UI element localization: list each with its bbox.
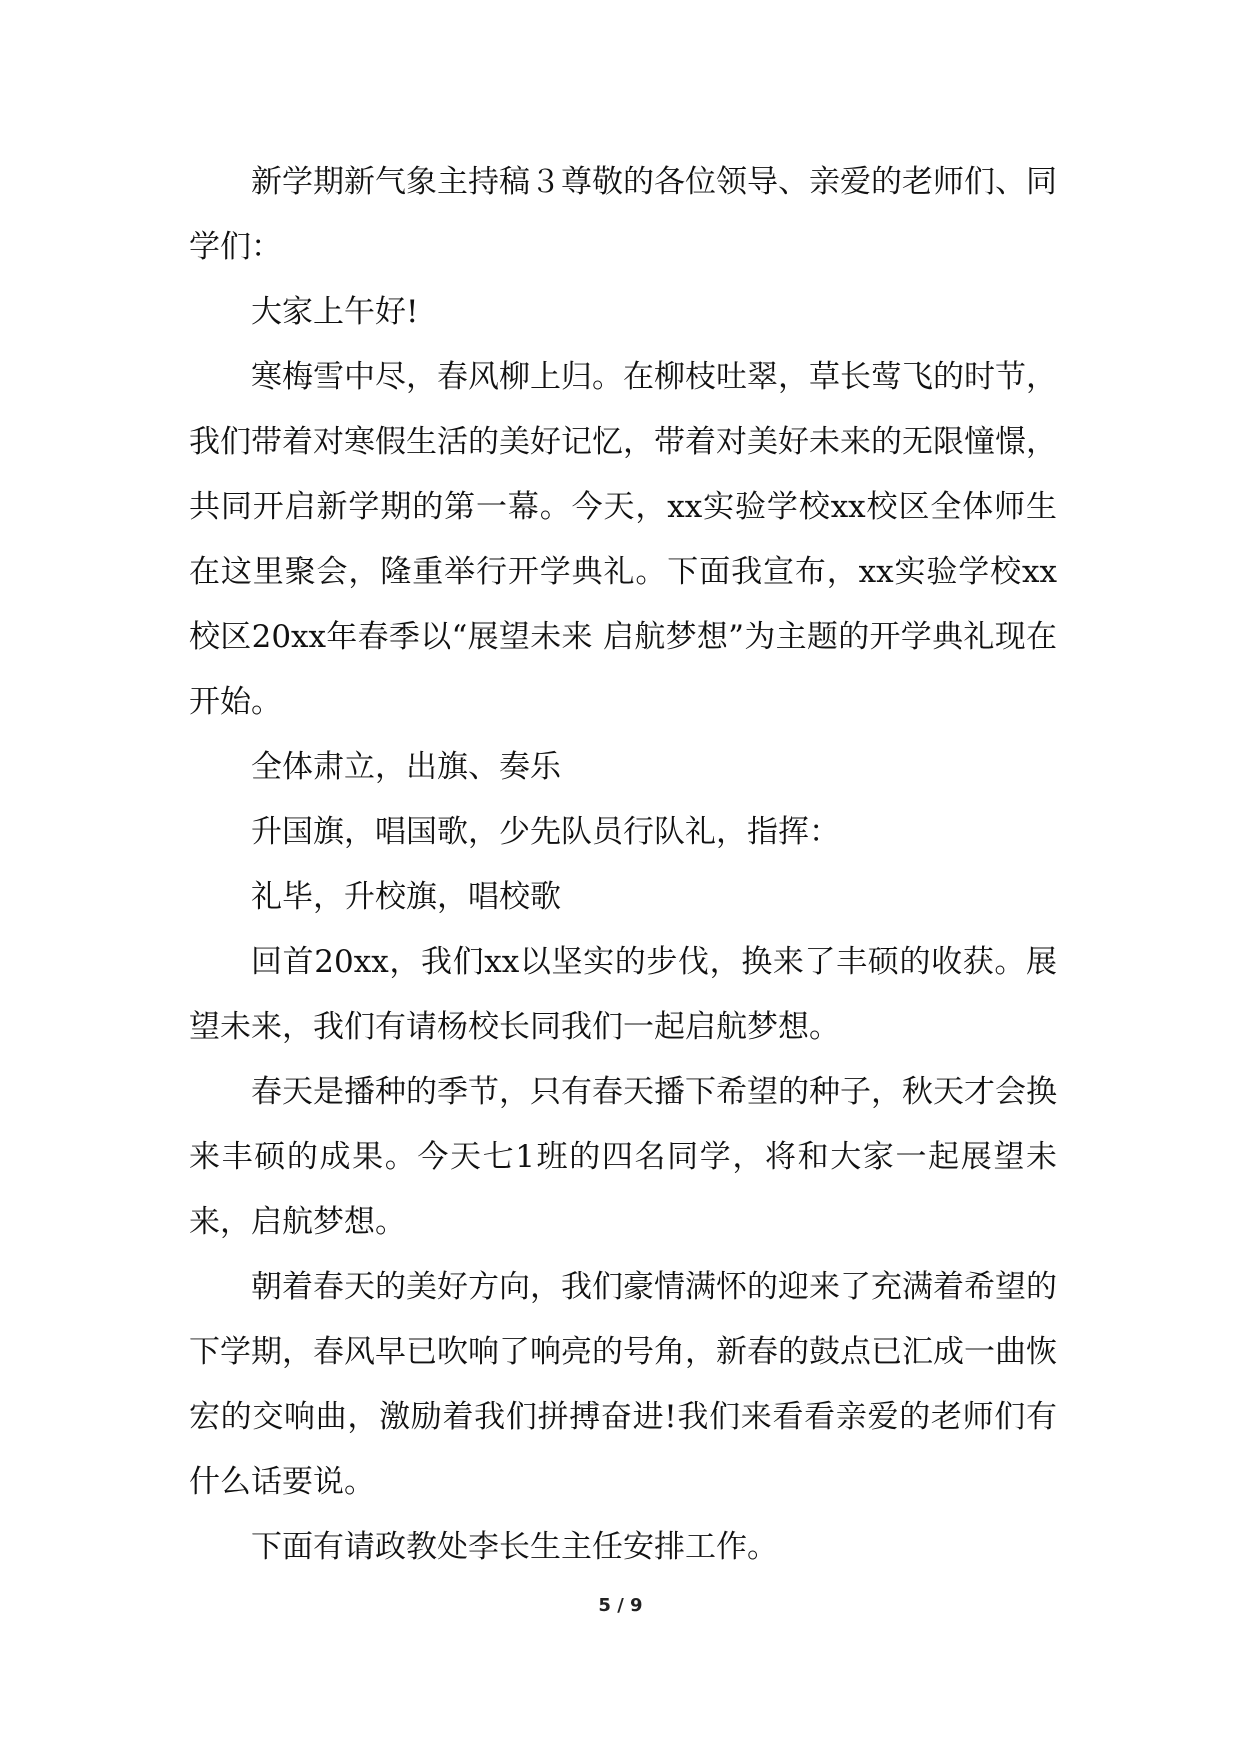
paragraph-opening: 寒梅雪中尽，春风柳上归。在柳枝吐翠，草长莺飞的时节，我们带着对寒假生活的美好记忆，带着对美好未来的无限憧憬，共同开启新学期的第一幕。今天，xx实验学校xx校区全体师生在这里聚会，隆重举行开学典礼。下面我宣布，xx实验学校xx校区20xx年春季以“展望未来 启航梦想”为主题的开学典礼现在开始。 xyxy=(189,359,1057,720)
paragraph-spring: 春天是播种的季节，只有春天播下希望的种子，秋天才会换来丰硕的成果。今天七1班的四名同学，将和大家一起展望未来，启航梦想。 xyxy=(189,1074,1057,1240)
paragraph-school-flag: 礼毕，升校旗，唱校歌 xyxy=(251,879,561,915)
page-number: 5 / 9 xyxy=(598,1595,643,1616)
paragraph-review: 回首20xx，我们xx以坚实的步伐，换来了丰硕的收获。展望未来，我们有请杨校长同我们一起启航梦想。 xyxy=(189,944,1057,1045)
paragraph-teachers: 朝着春天的美好方向，我们豪情满怀的迎来了充满着希望的下学期，春风早已吹响了响亮的号角，新春的鼓点已汇成一曲恢宏的交响曲，激励着我们拼搏奋进!我们来看看亲爱的老师们有什么话要说。 xyxy=(189,1269,1057,1500)
document-body xyxy=(189,150,1057,1580)
paragraph-good-morning: 大家上午好! xyxy=(251,294,419,330)
paragraph-flag: 升国旗，唱国歌，少先队员行队礼，指挥： xyxy=(251,814,840,850)
paragraph-stand: 全体肃立，出旗、奏乐 xyxy=(251,749,561,785)
paragraph-greeting: 新学期新气象主持稿３尊敬的各位领导、亲爱的老师们、同学们： xyxy=(189,164,1057,265)
paragraph-director: 下面有请政教处李长生主任安排工作。 xyxy=(251,1529,778,1565)
